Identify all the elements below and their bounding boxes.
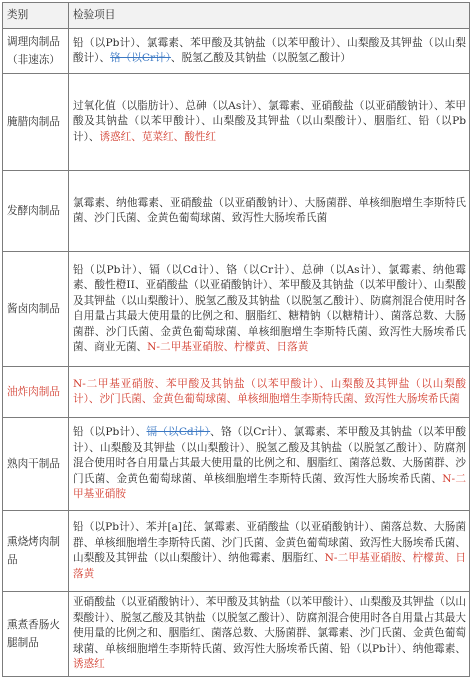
struck-item-text: 铬（以Cr计）	[110, 52, 171, 64]
item-text: 铅（以Pb计）、苯并[a]芘、氯霉素、亚硝酸盐（以亚硝酸钠计）、菌落总数、大肠菌群、单核细胞增生李斯特氏菌、沙门氏菌、金黄色葡萄球菌、致泻性大肠埃希氏菌、山梨酸及其钾盐（以山梨酸计）、纳他霉素、胭脂红、	[73, 521, 466, 564]
item-text: 铅（以Pb计）、镉（以Cd计）、铬（以Cr计）、总砷（以As计）、氯霉素、纳他霉素、酸性橙II、亚硝酸盐（以亚硝酸钠计）、苯甲酸及其钠盐（以苯甲酸计）、山梨酸及其钾盐（以山梨酸计）、脱氢乙酸及其钠盐（以脱氢乙酸计）、防腐剂混合使用时各自用量占其最大使用量的比例之和、胭脂红、糖精钠（以糖精计）、菌落总数、大肠菌群、沙门氏菌、金黄色葡萄球菌、单核细胞增生李斯特氏菌、致泻性大肠埃希氏菌、商业无菌、	[73, 263, 466, 353]
row-category: 熟肉干制品	[3, 418, 69, 511]
item-text: 铅（以Pb计）、氯霉素、苯甲酸及其钠盐（以苯甲酸计）、山梨酸及其钾盐（以山梨酸计）、	[73, 36, 466, 64]
table-row	[3, 592, 470, 677]
highlighted-item-text: N-二甲基亚硝胺、柠檬黄、日落黄	[147, 341, 309, 353]
highlighted-item-text: N-二甲基亚硝胺	[73, 472, 466, 501]
row-items	[69, 418, 470, 511]
row-category: 腌腊肉制品	[3, 74, 69, 171]
table-row	[3, 418, 470, 511]
struck-item-text: 镉（以Cd计）	[146, 426, 211, 439]
row-items	[69, 252, 470, 367]
row-category: 调理肉制品（非速冻）	[3, 29, 69, 74]
item-text: 、脱氢乙酸及其钠盐（以脱氢乙酸计）	[170, 52, 352, 64]
row-category: 熏煮香肠火腿制品	[3, 592, 69, 677]
item-text: 铅（以Pb计）、	[73, 426, 147, 439]
inspection-table	[2, 2, 470, 677]
table-header-row	[3, 3, 470, 29]
item-text: 、铬（以Cr计）、氯霉素、苯甲酸及其钠盐（以苯甲酸计）、山梨酸及其钾盐（以山梨酸计）、脱氢乙酸及其钠盐（以脱氢乙酸计）、防腐剂混合使用时各自用量占其最大使用量的比例之和、胭脂红、菌落总数、大肠菌群、沙门氏菌、金黄色葡萄球菌、单核细胞增生李斯特氏菌、致泻性大肠埃希氏菌、	[73, 426, 466, 485]
table-row	[3, 74, 470, 171]
item-text: 亚硝酸盐（以亚硝酸钠计）、苯甲酸及其钠盐（以苯甲酸计）、山梨酸及其钾盐（以山梨酸计）、脱氢乙酸及其钠盐（以脱氢乙酸计）、防腐剂混合使用时各自用量占其最大使用量的比例之和、胭脂红、菌落总数、大肠菌群、氯霉素、沙门氏菌、金黄色葡萄球菌、单核细胞增生李斯特氏菌、致泻性大肠埃希氏菌、铅（以Pb计）、纳他霉素、	[73, 596, 466, 655]
row-items	[69, 592, 470, 677]
item-text: 氯霉素、纳他霉素、亚硝酸盐（以亚硝酸钠计）、大肠菌群、单核细胞增生李斯特氏菌、沙门氏菌、金黄色葡萄球菌、致泻性大肠埃希氏菌	[73, 196, 466, 224]
highlighted-item-text: N-二甲基亚硝胺、苯甲酸及其钠盐（以苯甲酸计）、山梨酸及其钾盐（以山梨酸计）、沙门氏菌、金黄色葡萄球菌、单核细胞增生李斯特氏菌、致泻性大肠埃希氏菌	[73, 377, 466, 405]
row-items	[69, 29, 470, 74]
highlighted-item-text: N-二甲基亚硝胺、柠檬黄、日落黄	[73, 552, 466, 580]
row-items	[69, 171, 470, 252]
table-row	[3, 29, 470, 74]
table-row	[3, 252, 470, 367]
row-category: 发酵肉制品	[3, 171, 69, 252]
row-items	[69, 511, 470, 592]
header-items: 检验项目	[69, 3, 470, 29]
row-items	[69, 74, 470, 171]
table-row	[3, 367, 470, 418]
item-text: 过氧化值（以脂肪计）、总砷（以As计）、氯霉素、亚硝酸盐（以亚硝酸钠计）、苯甲酸及其钠盐（以苯甲酸计）、山梨酸及其钾盐（以山梨酸计）、胭脂红、铅（以Pb计）、	[73, 99, 466, 143]
header-category: 类别	[3, 3, 69, 29]
highlighted-item-text: 诱惑红、苋菜红、酸性红	[99, 130, 217, 143]
table-row	[3, 171, 470, 252]
row-category: 熏烧烤肉制品	[3, 511, 69, 592]
row-category: 酱卤肉制品	[3, 252, 69, 367]
row-category: 油炸肉制品	[3, 367, 69, 418]
highlighted-item-text: 诱惑红	[73, 658, 105, 671]
table-row	[3, 511, 470, 592]
row-items	[69, 367, 470, 418]
